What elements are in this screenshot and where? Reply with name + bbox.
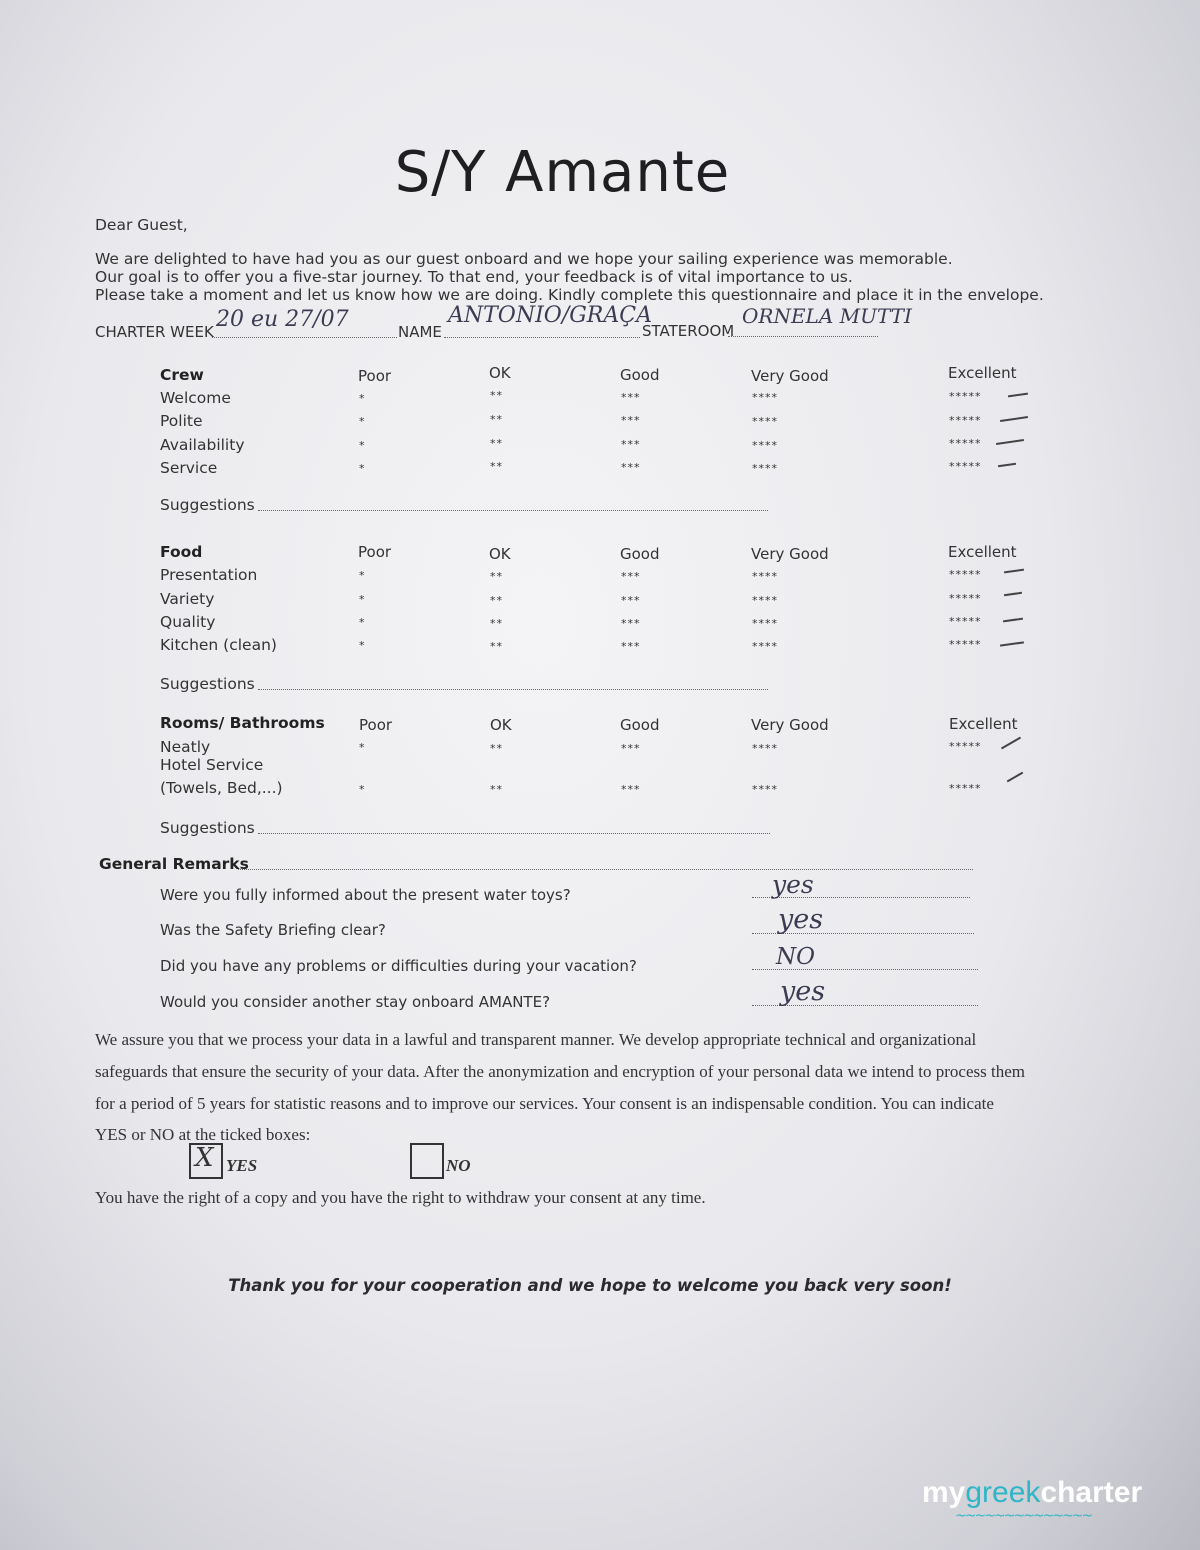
star-4[interactable]: ****: [752, 617, 778, 630]
logo-wave-icon: ~~~~~~~~~~~~~~: [955, 1508, 1092, 1524]
charter-week-value[interactable]: 20 eu 27/07: [216, 307, 349, 332]
row-label: Kitchen (clean): [160, 636, 277, 654]
star-3[interactable]: ***: [621, 783, 641, 796]
consent-text: We assure you that we process your data in a lawful and transparent manner. We develop appropriate technical and organizational: [95, 1030, 977, 1049]
star-5[interactable]: *****: [949, 740, 982, 753]
star-5[interactable]: *****: [949, 390, 982, 403]
star-3[interactable]: ***: [621, 570, 641, 583]
star-5[interactable]: *****: [949, 638, 982, 651]
consent-text: safeguards that ensure the security of your data. After the anonymization and encryption of your personal data we intend to process them: [95, 1062, 1025, 1081]
col-poor: Poor: [359, 716, 393, 734]
row-label: Neatly: [160, 738, 211, 756]
name-label: NAME: [398, 323, 442, 341]
answer[interactable]: yes: [778, 904, 824, 935]
star-4[interactable]: ****: [752, 594, 778, 607]
star-1[interactable]: *: [359, 616, 366, 629]
col-good: Good: [620, 545, 660, 563]
col-very-good: Very Good: [751, 367, 829, 385]
general-remarks-line[interactable]: [238, 855, 973, 870]
question: Were you fully informed about the present water toys?: [160, 886, 571, 904]
star-1[interactable]: *: [359, 415, 366, 428]
star-2[interactable]: **: [490, 460, 503, 473]
suggestions-line[interactable]: [258, 675, 768, 690]
star-3[interactable]: ***: [621, 617, 641, 630]
stateroom-value[interactable]: ORNELA MUTTI: [742, 304, 912, 328]
star-3[interactable]: ***: [621, 391, 641, 404]
star-2[interactable]: **: [490, 437, 503, 450]
star-2[interactable]: **: [490, 742, 503, 755]
tick-mark: [1000, 416, 1028, 422]
yes-label: YES: [226, 1156, 258, 1175]
col-very-good: Very Good: [751, 716, 829, 734]
section-heading: Rooms/ Bathrooms: [160, 714, 325, 732]
col-good: Good: [620, 716, 660, 734]
star-2[interactable]: **: [490, 617, 503, 630]
col-very-good: Very Good: [751, 545, 829, 563]
star-1[interactable]: *: [359, 462, 366, 475]
star-2[interactable]: **: [490, 783, 503, 796]
row-label: (Towels, Bed,...): [160, 779, 283, 797]
star-4[interactable]: ****: [752, 462, 778, 475]
consent-text: YES or NO at the ticked boxes:: [95, 1125, 311, 1144]
logo-part: charter: [1040, 1476, 1143, 1509]
star-4[interactable]: ****: [752, 570, 778, 583]
suggestions-line[interactable]: [258, 819, 770, 834]
intro-line: Please take a moment and let us know how we are doing. Kindly complete this questionnaire and place it in the envelope.: [95, 286, 1044, 304]
star-1[interactable]: *: [359, 392, 366, 405]
x-mark: X: [195, 1143, 214, 1173]
star-5[interactable]: *****: [949, 592, 982, 605]
star-4[interactable]: ****: [752, 439, 778, 452]
star-1[interactable]: *: [359, 741, 366, 754]
intro-line: Our goal is to offer you a five-star journey. To that end, your feedback is of vital importance to us.: [95, 268, 853, 286]
question: Would you consider another stay onboard AMANTE?: [160, 993, 551, 1011]
star-3[interactable]: ***: [621, 461, 641, 474]
tick-mark: [1001, 737, 1021, 750]
star-2[interactable]: **: [490, 389, 503, 402]
tick-mark: [1004, 569, 1024, 574]
col-poor: Poor: [358, 543, 392, 561]
col-ok: OK: [490, 716, 512, 734]
question: Did you have any problems or difficulties during your vacation?: [160, 957, 637, 975]
suggestions-label: Suggestions: [160, 675, 255, 693]
tick-mark: [1000, 641, 1024, 646]
section-heading: Food: [160, 543, 203, 561]
star-4[interactable]: ****: [752, 391, 778, 404]
mygreekcharter-logo: [922, 1476, 1142, 1510]
consent-text: for a period of 5 years for statistic reasons and to improve our services. Your consent is an indispensable condition. You can indicate: [95, 1094, 994, 1113]
yes-checkbox[interactable]: [189, 1143, 223, 1179]
star-4[interactable]: ****: [752, 415, 778, 428]
tick-mark: [998, 463, 1016, 467]
suggestions-line[interactable]: [258, 496, 768, 511]
star-4[interactable]: ****: [752, 742, 778, 755]
col-poor: Poor: [358, 367, 392, 385]
row-label: Variety: [160, 590, 215, 608]
name-value[interactable]: ANTONIO/GRAÇA: [448, 303, 652, 328]
star-5[interactable]: *****: [949, 615, 982, 628]
intro-line: We are delighted to have had you as our guest onboard and we hope your sailing experience was memorable.: [95, 250, 953, 268]
row-label: Polite: [160, 412, 203, 430]
no-label: NO: [446, 1156, 471, 1175]
star-1[interactable]: *: [359, 783, 366, 796]
col-excellent: Excellent: [949, 715, 1018, 733]
star-2[interactable]: **: [490, 594, 503, 607]
section-heading: Crew: [160, 366, 204, 384]
logo-part: greek: [965, 1476, 1041, 1509]
star-4[interactable]: ****: [752, 783, 778, 796]
star-3[interactable]: ***: [621, 742, 641, 755]
star-5[interactable]: *****: [949, 568, 982, 581]
rights-text: You have the right of a copy and you have the right to withdraw your consent at any time.: [95, 1188, 706, 1207]
stateroom-label: STATEROOM: [642, 322, 735, 340]
answer[interactable]: NO: [776, 944, 815, 970]
col-good: Good: [620, 366, 660, 384]
row-label: Presentation: [160, 566, 258, 584]
row-label: Hotel Service: [160, 756, 264, 774]
suggestions-label: Suggestions: [160, 819, 255, 837]
no-checkbox[interactable]: [410, 1143, 444, 1179]
tick-mark: [996, 439, 1024, 445]
star-5[interactable]: *****: [949, 437, 982, 450]
charter-week-label: CHARTER WEEK: [95, 323, 214, 341]
star-1[interactable]: *: [359, 569, 366, 582]
col-ok: OK: [489, 364, 511, 382]
tick-mark: [1004, 592, 1022, 596]
row-label: Welcome: [160, 389, 231, 407]
star-1[interactable]: *: [359, 593, 366, 606]
col-excellent: Excellent: [948, 543, 1017, 561]
star-1[interactable]: *: [359, 439, 366, 452]
row-label: Availability: [160, 436, 245, 454]
star-5[interactable]: *****: [949, 414, 982, 427]
page-title: S/Y Amante: [394, 140, 731, 205]
col-excellent: Excellent: [948, 364, 1017, 382]
star-3[interactable]: ***: [621, 414, 641, 427]
star-3[interactable]: ***: [621, 438, 641, 451]
answer[interactable]: yes: [780, 976, 826, 1007]
star-5[interactable]: *****: [949, 460, 982, 473]
star-5[interactable]: *****: [949, 782, 982, 795]
row-label: Quality: [160, 613, 216, 631]
thank-you-note: Thank you for your cooperation and we hope to welcome you back very soon!: [228, 1276, 952, 1295]
general-remarks-label: General Remarks: [99, 855, 249, 873]
star-1[interactable]: *: [359, 639, 366, 652]
suggestions-label: Suggestions: [160, 496, 255, 514]
tick-mark: [1008, 393, 1028, 398]
question: Was the Safety Briefing clear?: [160, 921, 386, 939]
star-2[interactable]: **: [490, 640, 503, 653]
star-4[interactable]: ****: [752, 640, 778, 653]
star-2[interactable]: **: [490, 413, 503, 426]
tick-mark: [1007, 772, 1024, 783]
greeting: Dear Guest,: [95, 216, 188, 234]
answer[interactable]: yes: [772, 870, 814, 899]
star-3[interactable]: ***: [621, 640, 641, 653]
star-2[interactable]: **: [490, 570, 503, 583]
col-ok: OK: [489, 545, 511, 563]
tick-mark: [1003, 618, 1023, 623]
row-label: Service: [160, 459, 218, 477]
star-3[interactable]: ***: [621, 594, 641, 607]
logo-part: my: [922, 1476, 966, 1509]
